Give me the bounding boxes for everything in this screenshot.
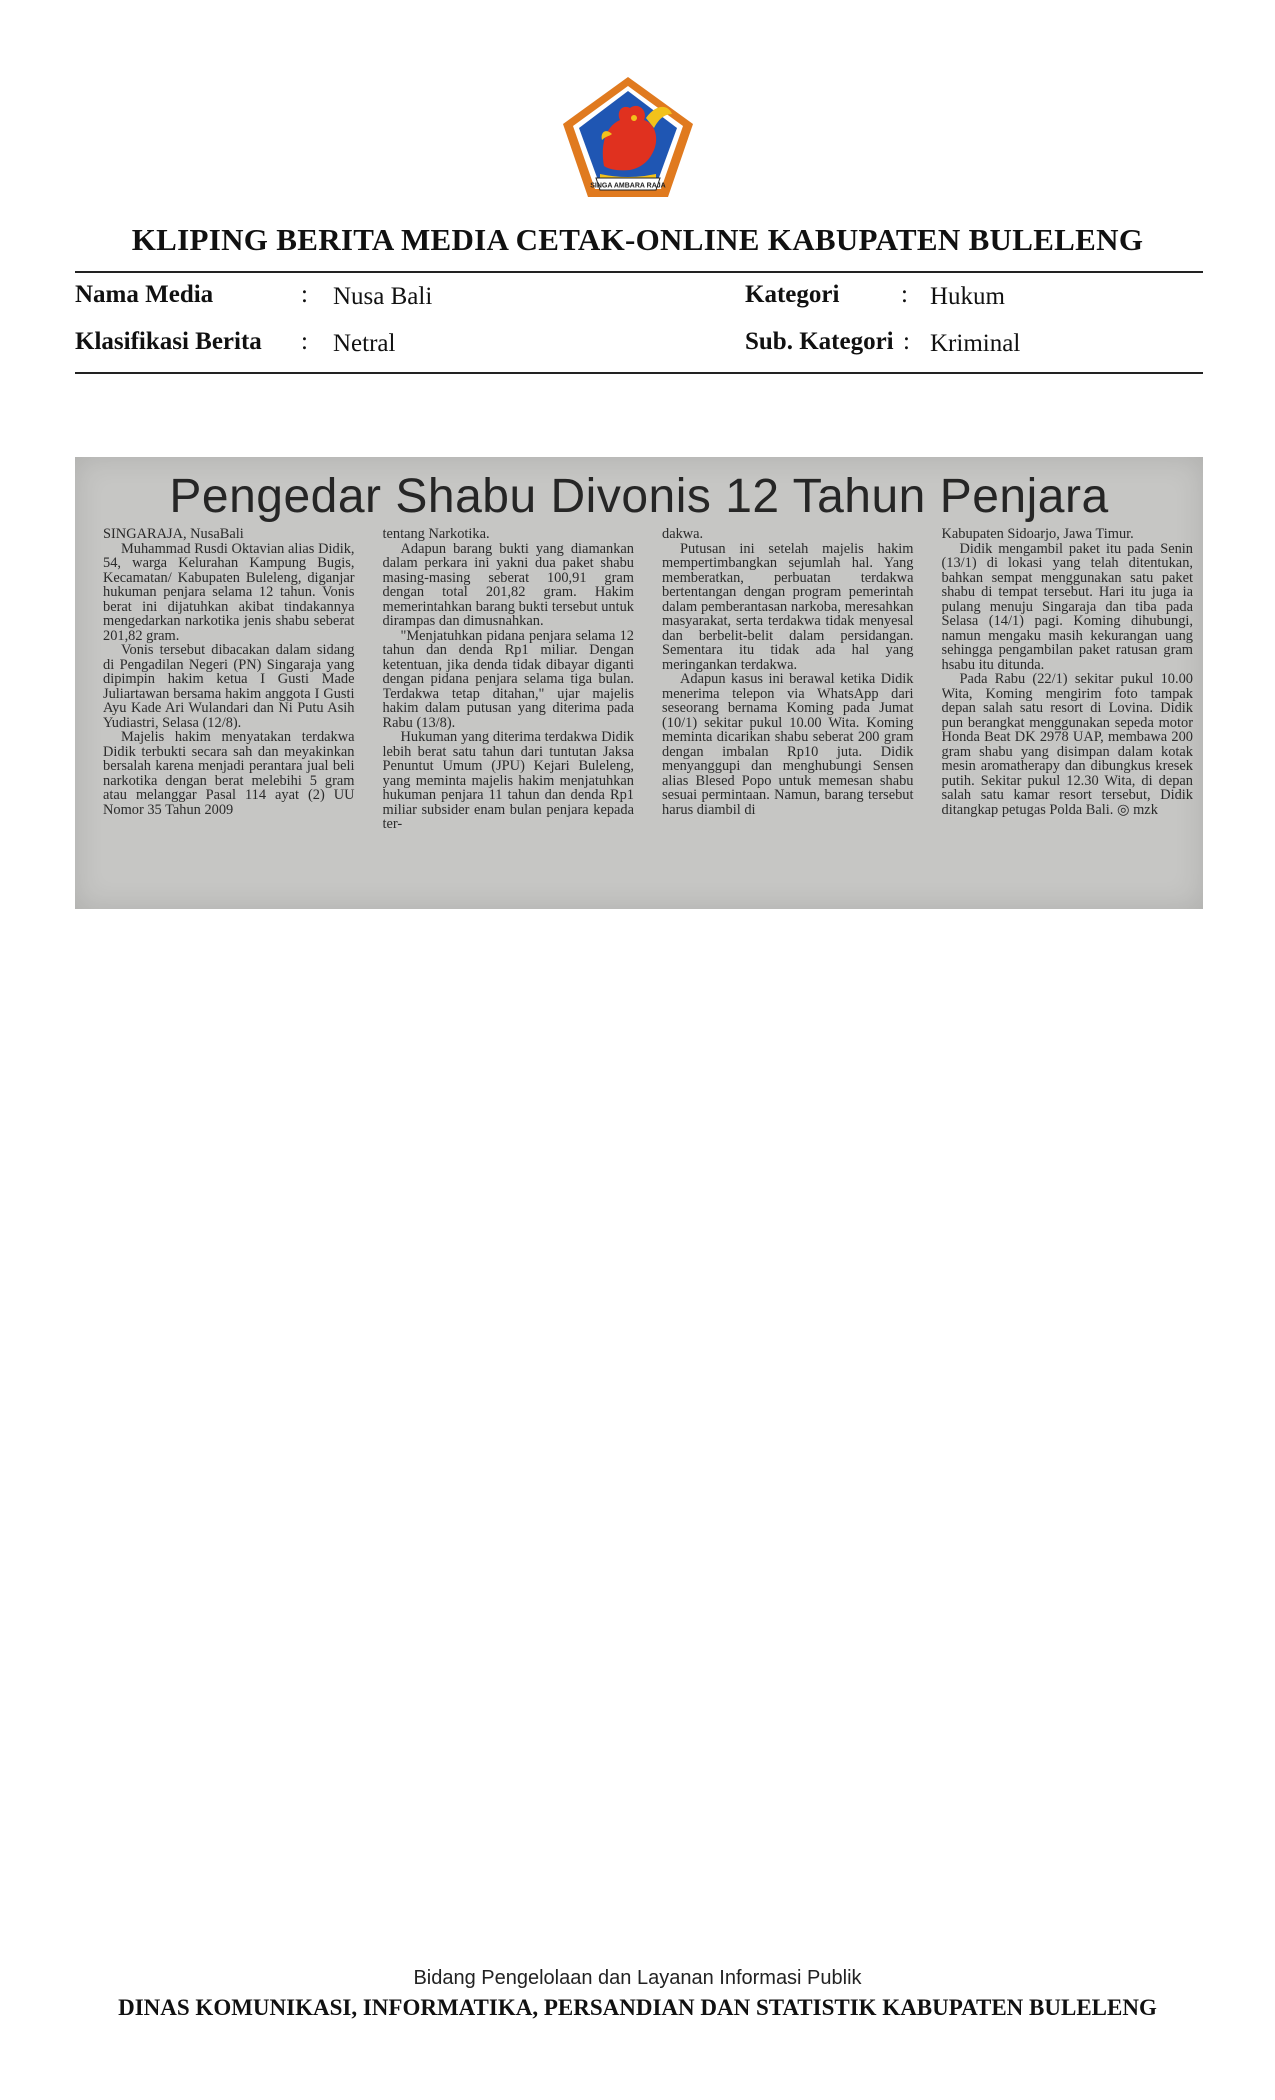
article-column-2	[383, 527, 635, 901]
article-body	[103, 527, 1193, 901]
newspaper-clipping	[75, 457, 1203, 909]
media-name-colon: :	[301, 281, 308, 308]
footer-agency-name: DINAS KOMUNIKASI, INFORMATIKA, PERSANDIAN DAN STATISTIK KABUPATEN BULELENG	[118, 1995, 1157, 2020]
header-divider-bottom	[75, 372, 1203, 374]
news-classification-value: Netral	[333, 330, 396, 357]
article-paragraph: Adapun kasus ini berawal ketika Didik menerima telepon via WhatsApp dari seseorang bernama Koming pada Jumat (10/1) sekitar pukul 10.00 Wita. Koming meminta dicarikan shabu seberat 200 gram dengan imbalan Rp10 juta. Didik menyanggupi dan menghubungi Sensen alias Blesed Popo untuk memesan shabu sesuai permintaan. Namun, barang tersebut harus diambil di	[662, 671, 914, 818]
category-label: Kategori	[745, 281, 840, 308]
article-paragraph: Hukuman yang diterima terdakwa Didik lebih berat satu tahun dari tuntutan Jaksa Penuntut Umum (JPU) Kejari Buleleng, yang meminta majelis hakim menjatuhkan hukuman penjara 11 tahun dan denda Rp1 miliar subsider enam bulan penjara kepada ter-	[382, 729, 634, 832]
news-classification-colon: :	[301, 328, 308, 355]
article-column-1	[103, 527, 355, 901]
article-paragraph: Muhammad Rusdi Oktavian alias Didik, 54, warga Kelurahan Kampung Bugis, Kecamatan/ Kabupaten Buleleng, diganjar hukuman penjara selama 12 tahun. Vonis berat ini dijatuhkan akibat tindakannya mengedarkan narkotika jenis shabu seberat 201,82 gram.	[103, 540, 355, 644]
sub-category-value: Kriminal	[930, 330, 1021, 357]
buleleng-emblem-logo	[560, 74, 696, 200]
article-column-3	[662, 527, 914, 901]
media-name-label: Nama Media	[75, 281, 214, 308]
article-paragraph: "Menjatuhkan pidana penjara selama 12 tahun dan denda Rp1 miliar. Dengan ketentuan, jika denda tidak dibayar diganti dengan pidana penjara selama tiga bulan. Terdakwa tetap ditahan," ujar majelis hakim dalam putusan yang diterima pada Rabu (13/8).	[382, 627, 634, 731]
article-paragraph: Majelis hakim menyatakan terdakwa Didik terbukti secara sah dan meyakinkan bersalah karena menjadi perantara jual beli narkotika dengan berat melebihi 5 gram atau melanggar Pasal 114 ayat (2) UU Nomor 35 Tahun 2009	[103, 729, 355, 818]
article-paragraph: Pada Rabu (22/1) sekitar pukul 10.00 Wita, Koming mengirim foto tampak depan salah satu resort di Lovina. Didik pun berangkat menggunakan sepeda motor Honda Beat DK 2978 UAP, membawa 200 gram shabu yang disimpan dalam kotak mesin aromatherapy dan dibungkus kresek putih. Sekitar pukul 12.30 Wita, di depan salah satu kamar resort tersebut, Didik ditangkap petugas Polda Bali. ◎ mzk	[941, 671, 1193, 818]
sub-category-label: Sub. Kategori	[745, 328, 894, 355]
singa-ambara-raja-emblem-icon	[560, 74, 696, 200]
category-colon: :	[901, 281, 908, 308]
document-title: KLIPING BERITA MEDIA CETAK-ONLINE KABUPATEN BULELENG	[131, 222, 1144, 257]
article-paragraph: dakwa.	[662, 527, 704, 542]
media-name-value: Nusa Bali	[333, 283, 433, 310]
article-paragraph: Putusan ini setelah majelis hakim mempertimbangkan sejumlah hal. Yang memberatkan, perbuatan terdakwa bertentangan dengan program pemerintah dalam pemberantasan narkoba, meresahkan masyarakat, serta terdakwa tidak menyesal dan berbelit-belit dalam persidangan. Sementara itu tidak ada hal yang meringankan terdakwa.	[662, 540, 914, 673]
header-divider-top	[75, 271, 1203, 273]
svg-text:SINGA AMBARA RAJA: SINGA AMBARA RAJA	[590, 182, 666, 190]
article-paragraph: Kabupaten Sidoarjo, Jawa Timur.	[941, 527, 1134, 542]
article-paragraph: tentang Narkotika.	[382, 527, 490, 542]
footer-department: Bidang Pengelolaan dan Layanan Informasi Publik	[413, 1967, 862, 1989]
category-value: Hukum	[930, 283, 1005, 310]
sub-category-colon: :	[903, 328, 910, 355]
article-paragraph: Vonis tersebut dibacakan dalam sidang di Pengadilan Negeri (PN) Singaraja yang dipimpin hakim ketua I Gusti Made Juliartawan bersama hakim anggota I Gusti Ayu Kade Ari Wulandari dan Ni Putu Asih Yudiastri, Selasa (12/8).	[103, 642, 355, 731]
article-paragraph: Adapun barang bukti yang diamankan dalam perkara ini yakni dua paket shabu masing-masing seberat 100,91 gram dengan total 201,82 gram. Hakim memerintahkan barang bukti tersebut untuk dirampas dan dimusnahkan.	[382, 540, 634, 629]
article-paragraph: Didik mengambil paket itu pada Senin (13/1) di lokasi yang telah ditentukan, bahkan sempat menggunakan satu paket shabu di tempat tersebut. Hari itu juga ia pulang menuju Singaraja dan tiba pada Selasa (14/1) pagi. Koming dihubungi, namun mengaku masih kekurangan uang sehingga pengambilan paket ratusan gram hsabu itu ditunda.	[941, 540, 1193, 673]
news-classification-label: Klasifikasi Berita	[75, 328, 262, 355]
article-column-4	[942, 527, 1194, 901]
article-dateline: SINGARAJA, NusaBali	[103, 527, 244, 542]
article-headline: Pengedar Shabu Divonis 12 Tahun Penjara	[169, 470, 1109, 523]
